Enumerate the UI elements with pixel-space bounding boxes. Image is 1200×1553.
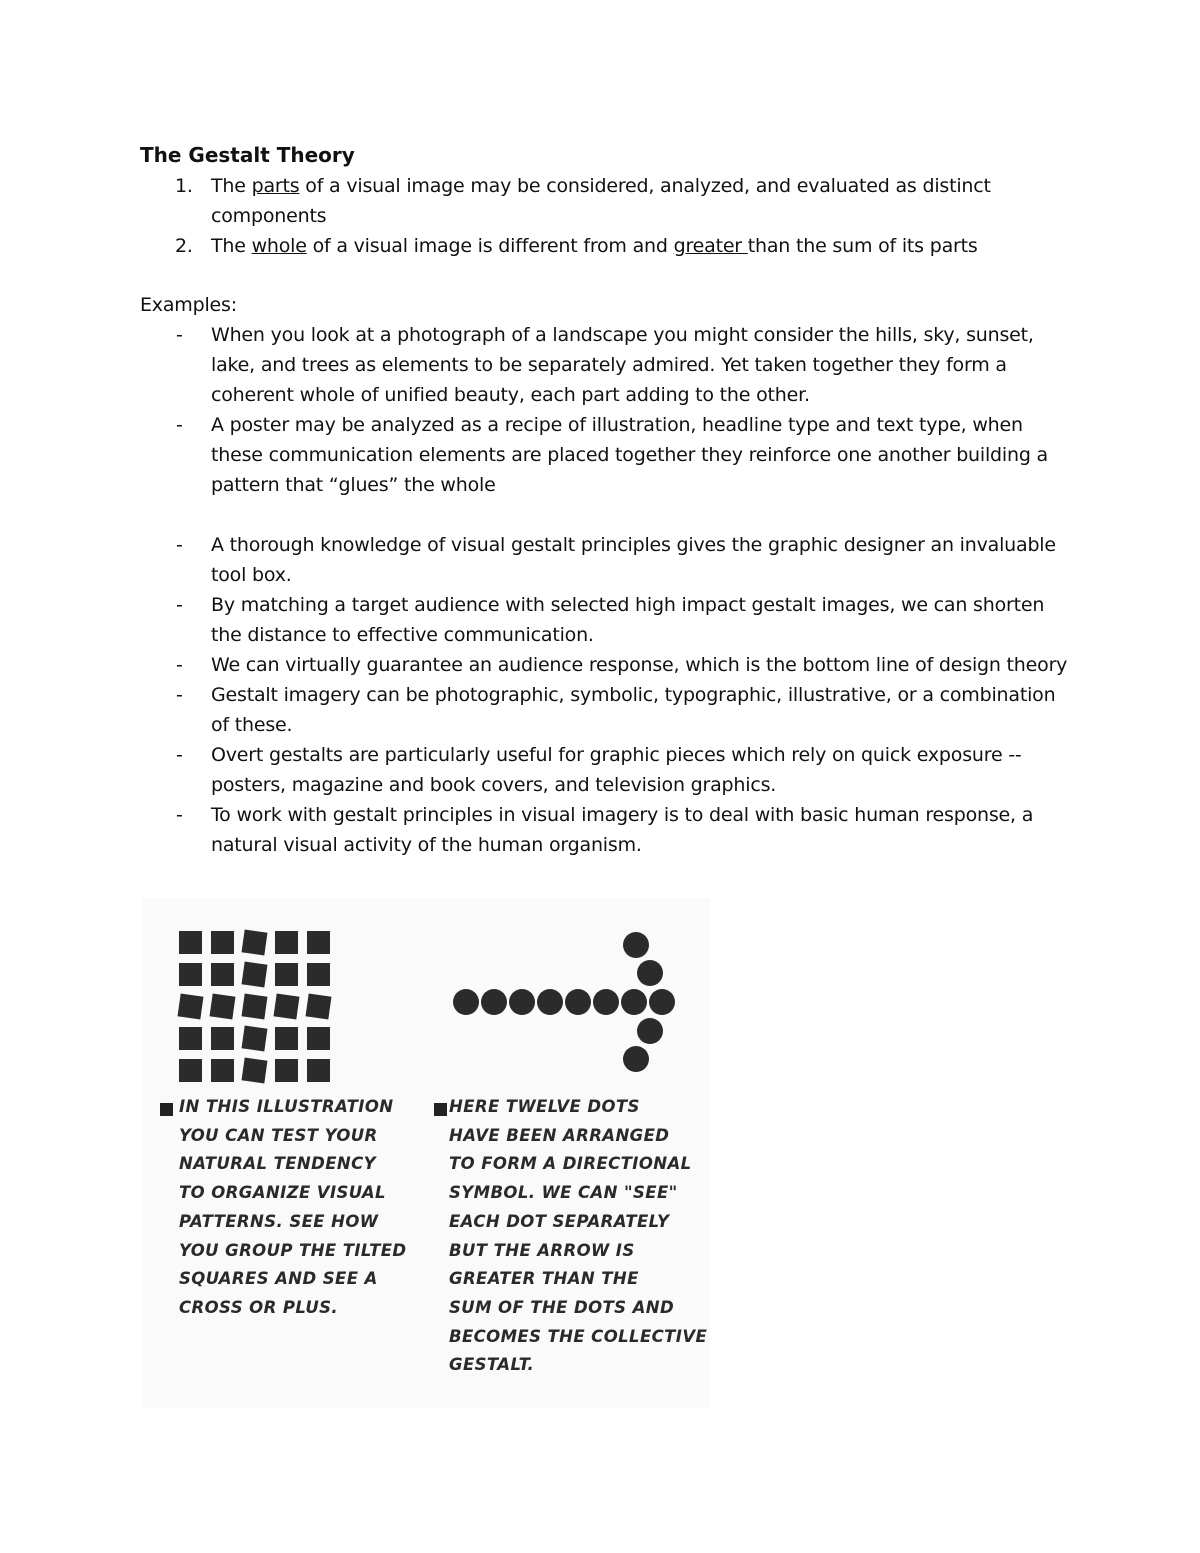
example-text: A poster may be analyzed as a recipe of illustration, headline type and text type, when these communication elements are placed together they reinforce one another building a pattern that “glues” the whole (211, 414, 1048, 496)
spacer (140, 500, 1070, 530)
grid-square (307, 1059, 330, 1082)
point-text: Gestalt imagery can be photographic, symbolic, typographic, illustrative, or a combination of these. (211, 684, 1056, 736)
principle-text-end: of a visual image may be considered, analyzed, and evaluated as distinct components (211, 175, 991, 227)
grid-square (211, 931, 234, 954)
arrow-dot (637, 960, 663, 986)
tilted-square (306, 994, 332, 1020)
bullet-dash: - (176, 804, 183, 826)
arrow-dot (481, 989, 507, 1015)
tilted-square (242, 994, 268, 1020)
tilted-square (242, 1058, 268, 1084)
bullet-dash: - (176, 654, 183, 676)
point-item (140, 650, 1070, 680)
principle-text-middle: of a visual image is different from and (306, 235, 674, 257)
arrow-dot (649, 989, 675, 1015)
caption-dots: HERE TWELVE DOTS HAVE BEEN ARRANGED TO FORM A DIRECTIONAL SYMBOL. WE CAN "SEE" EACH DOT SEPARATELY BUT THE ARROW IS GREATER THAN THE SUM OF THE DOTS AND BECOMES THE COLLECTIVE GESTALT. (449, 1097, 708, 1375)
bullet-dash: - (176, 324, 183, 346)
example-item (140, 410, 1070, 500)
example-text: When you look at a photograph of a landscape you might consider the hills, sky, sunset, lake, and trees as elements to be separately admired. Yet taken together they form a coherent whole of unified beauty, each part adding to the other. (211, 324, 1034, 406)
tilted-square (210, 994, 236, 1020)
tilted-square (242, 962, 268, 988)
principles-list (140, 171, 1040, 261)
bullet-dash: - (176, 414, 183, 436)
principle-item (140, 171, 1040, 231)
point-item (140, 590, 1070, 650)
bullet-dash: - (176, 534, 183, 556)
point-text: Overt gestalts are particularly useful for graphic pieces which rely on quick exposure -- posters, magazine and book covers, and television graphics. (211, 744, 1022, 796)
grid-square (275, 963, 298, 986)
arrow-dot (623, 932, 649, 958)
grid-square (275, 1059, 298, 1082)
emphasis-whole: whole (251, 235, 307, 257)
arrow-dot (509, 989, 535, 1015)
list-number: 2. (175, 235, 193, 257)
grid-square (179, 1027, 202, 1050)
gestalt-illustration (143, 898, 710, 1408)
document-title: The Gestalt Theory (140, 143, 355, 167)
grid-square (275, 931, 298, 954)
point-text: To work with gestalt principles in visual imagery is to deal with basic human response, a natural visual activity of the human organism. (211, 804, 1034, 856)
grid-square (179, 1059, 202, 1082)
list-number: 1. (175, 175, 193, 197)
emphasis-greater: greater (673, 235, 748, 257)
example-item (140, 320, 1070, 410)
point-item (140, 680, 1070, 740)
arrow-dot (593, 989, 619, 1015)
bullet-dash: - (176, 594, 183, 616)
point-item (140, 800, 1070, 860)
tilted-square (274, 994, 300, 1020)
tilted-square (178, 994, 204, 1020)
point-text: We can virtually guarantee an audience response, which is the bottom line of design theory (211, 654, 1068, 676)
grid-square (307, 1027, 330, 1050)
grid-square (307, 963, 330, 986)
caption-squares: IN THIS ILLUSTRATION YOU CAN TEST YOUR NATURAL TENDENCY TO ORGANIZE VISUAL PATTERNS. SEE HOW YOU GROUP THE TILTED SQUARES AND SEE A CROSS OR PLUS. (179, 1097, 407, 1317)
grid-square (307, 931, 330, 954)
arrow-dot (621, 989, 647, 1015)
principle-text-start: The (211, 235, 252, 257)
emphasis-parts: parts (251, 175, 300, 197)
grid-square (211, 963, 234, 986)
arrow-dot (637, 1018, 663, 1044)
tilted-square (242, 930, 268, 956)
arrow-dot (537, 989, 563, 1015)
grid-square (211, 1027, 234, 1050)
point-item (140, 530, 1070, 590)
arrow-dot (623, 1046, 649, 1072)
principle-text-start: The (211, 175, 252, 197)
point-text: By matching a target audience with selected high impact gestalt images, we can shorten the distance to effective communication. (211, 594, 1045, 646)
principle-text-end: than the sum of its parts (747, 235, 978, 257)
bullet-dash: - (176, 744, 183, 766)
arrow-dot (565, 989, 591, 1015)
principle-item (140, 231, 1040, 261)
grid-square (179, 963, 202, 986)
grid-square (275, 1027, 298, 1050)
point-text: A thorough knowledge of visual gestalt principles gives the graphic designer an invaluable tool box. (211, 534, 1056, 586)
arrow-dot (453, 989, 479, 1015)
grid-square (211, 1059, 234, 1082)
examples-heading: Examples: (140, 294, 237, 316)
grid-square (179, 931, 202, 954)
point-item (140, 740, 1070, 800)
examples-list (140, 320, 1070, 860)
bullet-dash: - (176, 684, 183, 706)
tilted-square (242, 1026, 268, 1052)
